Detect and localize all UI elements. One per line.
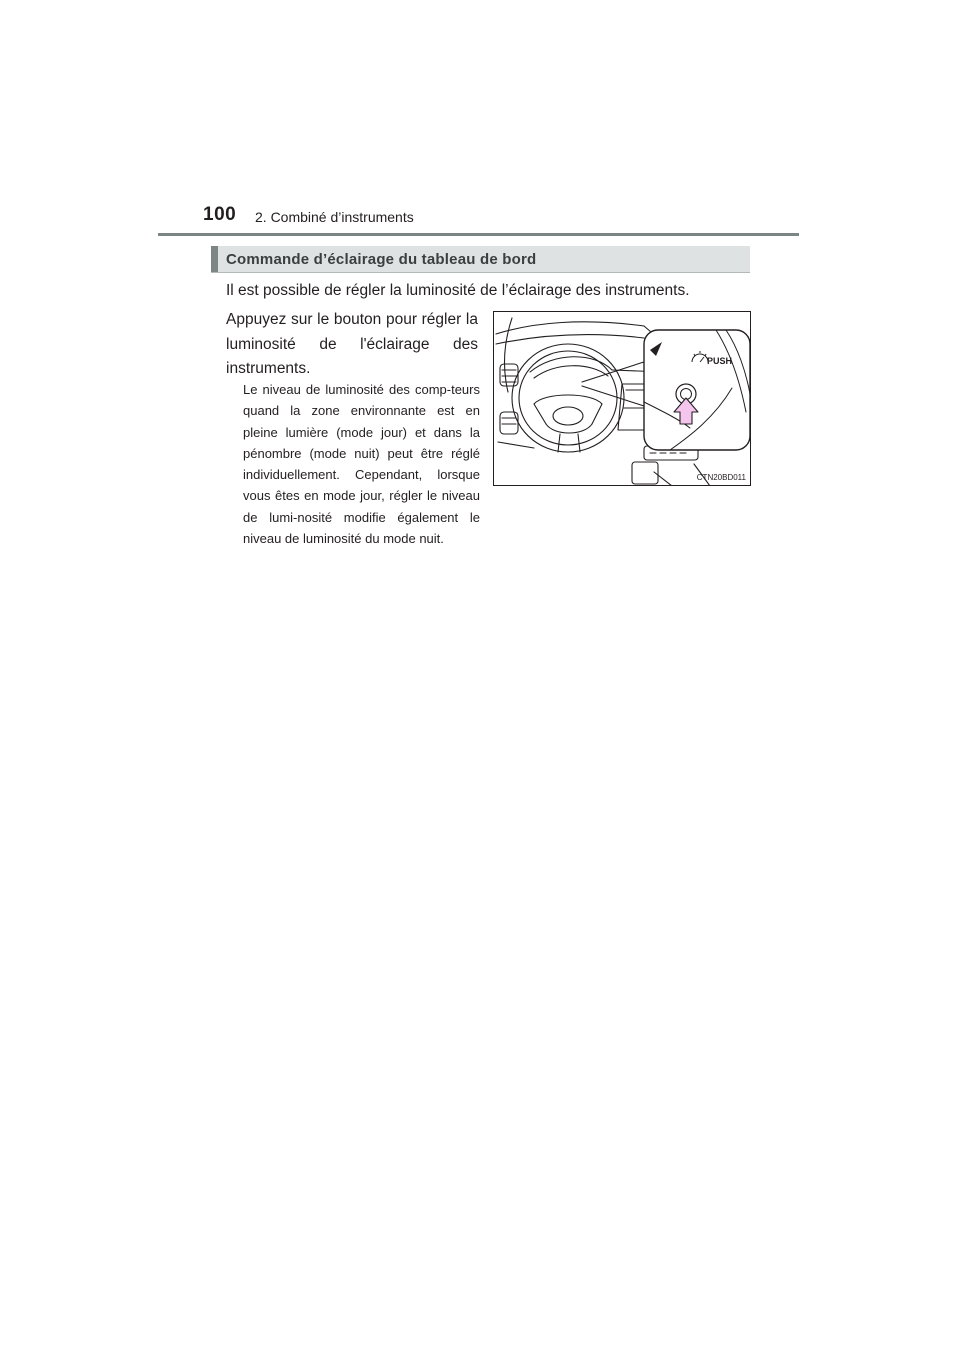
instruction-paragraph: Appuyez sur le bouton pour régler la luminosité de l'éclairage des instruments. (226, 311, 478, 377)
dashboard-illustration (493, 311, 751, 486)
header-rule (158, 233, 799, 236)
section-heading-bar (211, 246, 750, 273)
section-title: Commande d’éclairage du tableau de bord (226, 251, 537, 268)
dashboard-drawing (494, 312, 751, 486)
page-number: 100 (203, 204, 237, 225)
figure-code: CTN20BD011 (696, 473, 746, 482)
section-heading-accent (211, 246, 218, 272)
chapter-title: 2. Combiné d’instruments (255, 209, 414, 225)
intro-paragraph: Il est possible de régler la luminosité de l’éclairage des instruments. (226, 282, 690, 299)
note-paragraph: Le niveau de luminosité des comp-teurs quand la zone environnante est en pleine lumière (mode jour) et dans la pénombre (mode nuit) peut être réglé individuellement. Cependant, lorsque vous êtes en mode jour, régler le niveau de lumi-nosité modifie également le niveau de luminosité du mode nuit. (243, 382, 480, 547)
push-label: PUSH (707, 356, 733, 366)
